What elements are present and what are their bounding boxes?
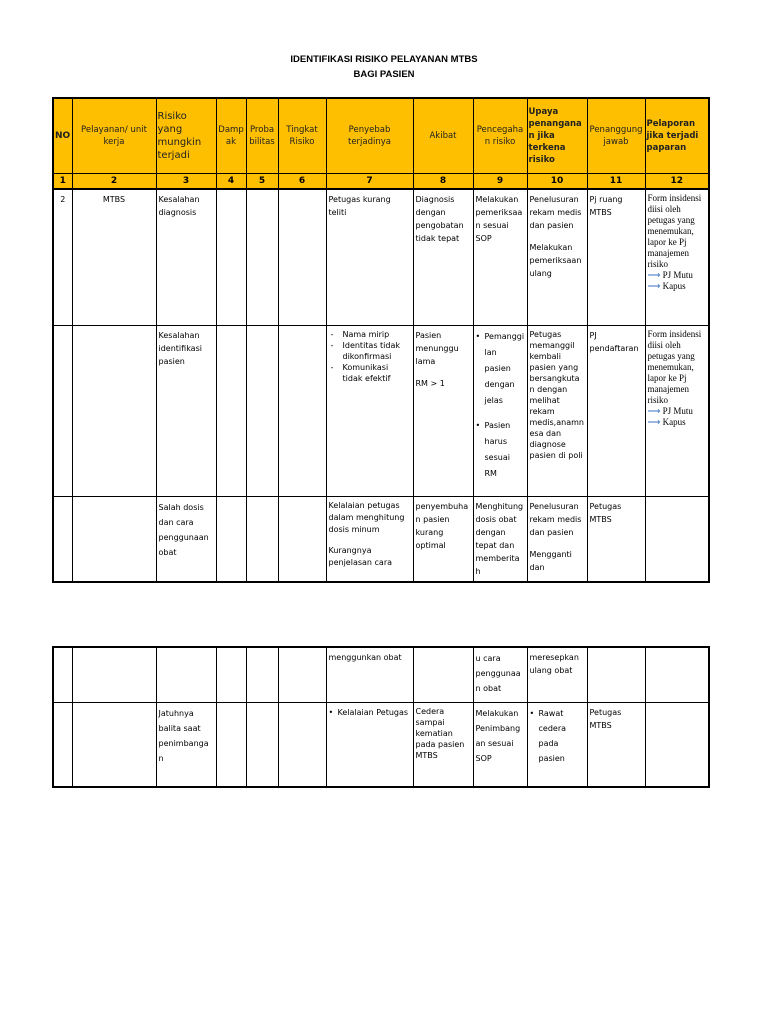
- header-akibat: Akibat: [413, 98, 473, 174]
- cell-tingkat: [278, 702, 326, 787]
- cell-tingkat: [278, 189, 326, 325]
- table-row: [53, 702, 709, 787]
- report-line: ⟶ Kapus: [647, 416, 686, 427]
- cell-risiko: [156, 647, 216, 702]
- col-num: 6: [278, 174, 326, 190]
- pelaporan-text: Form insidensi diisi oleh petugas yang menemukan, lapor ke Pj manajemen risiko: [647, 193, 702, 269]
- cell-penyebab: [326, 702, 413, 787]
- cell-penyebab: [326, 325, 413, 496]
- cell-dampak: [216, 496, 246, 582]
- col-num: 12: [645, 174, 709, 190]
- cell-probabilitas: [246, 325, 278, 496]
- cell-risiko: Kesalahan identifikasi pasien: [156, 325, 216, 496]
- header-dampak: Dampak: [216, 98, 246, 174]
- cell-unit: [72, 647, 156, 702]
- cell-dampak: [216, 647, 246, 702]
- cell-dampak: [216, 702, 246, 787]
- cell-no: [53, 702, 72, 787]
- cell-risiko: Kesalahan diagnosis: [156, 189, 216, 325]
- col-num: 10: [527, 174, 587, 190]
- akibat-item: RM > 1: [415, 378, 445, 388]
- cell-upaya: [527, 189, 587, 325]
- document-subtitle: BAGI PASIEN: [353, 69, 415, 80]
- header-pencegahan: Pencegahan risiko: [473, 98, 527, 174]
- table-row: [53, 496, 709, 582]
- cell-unit: [72, 702, 156, 787]
- header-tingkat-risiko: Tingkat Risiko: [278, 98, 326, 174]
- header-upaya: Upaya penanganan jika terkena risiko: [527, 98, 587, 174]
- akibat-item: Pasien menunggu lama: [415, 330, 459, 366]
- col-num: 8: [413, 174, 473, 190]
- cell-no: [53, 647, 72, 702]
- cell-tingkat: [278, 647, 326, 702]
- header-pelaporan: Pelaporan jika terjadi paparan: [645, 98, 709, 174]
- cell-pencegahan: [473, 325, 527, 496]
- col-num: 7: [326, 174, 413, 190]
- cell-risiko: Salah dosis dan cara penggunaan obat: [156, 496, 216, 582]
- arrow-right-icon: ⟶: [647, 281, 661, 291]
- cell-akibat: [413, 325, 473, 496]
- cell-probabilitas: [246, 647, 278, 702]
- arrow-right-icon: ⟶: [647, 416, 661, 427]
- pencegahan-item: • Pemanggilan pasien dengan jelas: [476, 329, 525, 409]
- cell-pelaporan: [645, 647, 709, 702]
- cell-pj: Petugas MTBS: [587, 496, 645, 582]
- penyebab-item: - Komunikasi tidak efektif: [329, 362, 411, 384]
- cell-pelaporan: [645, 189, 709, 325]
- header-penyebab: Penyebab terjadinya: [326, 98, 413, 174]
- column-number-row: [53, 174, 709, 190]
- cell-tingkat: [278, 496, 326, 582]
- arrow-right-icon: ⟶: [647, 405, 661, 416]
- cell-probabilitas: [246, 496, 278, 582]
- header-row: [53, 98, 709, 174]
- header-pelayanan: Pelayanan/ unit kerja: [72, 98, 156, 174]
- upaya-item: Penelusuran rekam medis dan pasien: [529, 195, 582, 230]
- col-num: 2: [72, 174, 156, 190]
- cell-unit: [72, 496, 156, 582]
- report-line: ⟶ PJ Mutu: [647, 405, 693, 416]
- penyebab-item: Kurangnya penjelasan cara: [328, 545, 393, 567]
- col-num: 5: [246, 174, 278, 190]
- cell-no: [53, 496, 72, 582]
- penyebab-item: - Identitas tidak dikonfirmasi: [329, 340, 411, 362]
- upaya-item: Melakukan pemeriksaan ulang: [529, 243, 582, 278]
- cell-akibat: [413, 647, 473, 702]
- cell-pelaporan: [645, 325, 709, 496]
- cell-unit: MTBS: [72, 189, 156, 325]
- cell-upaya: meresepkan ulang obat: [527, 647, 587, 702]
- upaya-item: • Rawat cedera pada pasien: [530, 706, 585, 766]
- col-num: 11: [587, 174, 645, 190]
- col-num: 3: [156, 174, 216, 190]
- penyebab-item: - Nama mirip: [329, 329, 411, 340]
- cell-upaya: [527, 702, 587, 787]
- cell-dampak: [216, 325, 246, 496]
- cell-penyebab: menggunkan obat: [326, 647, 413, 702]
- cell-akibat: Cedera sampai kematian pada pasien MTBS: [413, 702, 473, 787]
- risk-identification-table: [52, 97, 710, 583]
- arrow-right-icon: ⟶: [647, 270, 661, 280]
- cell-pelaporan: [645, 702, 709, 787]
- cell-akibat: penyembuhan pasien kurang optimal: [413, 496, 473, 582]
- header-probabilitas: Probabilitas: [246, 98, 278, 174]
- header-penanggung-jawab: Penanggung jawab: [587, 98, 645, 174]
- report-line: ⟶ Kapus: [647, 281, 686, 291]
- pelaporan-text: Form insidensi diisi oleh petugas yang menemukan, lapor ke Pj manajemen risiko: [647, 328, 702, 405]
- cell-pencegahan: Menghitung dosis obat dengan tepat dan memberitah: [473, 496, 527, 582]
- cell-unit: [72, 325, 156, 496]
- table-row: [53, 325, 709, 496]
- cell-pelaporan: [645, 496, 709, 582]
- cell-pencegahan: Melakukan pemeriksaan sesuai SOP: [473, 189, 527, 325]
- cell-penyebab: Petugas kurang teliti: [326, 189, 413, 325]
- col-num: 4: [216, 174, 246, 190]
- cell-penyebab: [326, 496, 413, 582]
- cell-pencegahan: u cara penggunaan obat: [473, 647, 527, 702]
- cell-probabilitas: [246, 702, 278, 787]
- table-row: [53, 189, 709, 325]
- upaya-item: Mengganti dan: [529, 549, 572, 572]
- cell-risiko: Jatuhnya balita saat penimbangan: [156, 702, 216, 787]
- report-line: ⟶ PJ Mutu: [647, 270, 693, 280]
- col-num: 1: [53, 174, 72, 190]
- cell-pencegahan: Melakukan Penimbangan sesuai SOP: [473, 702, 527, 787]
- cell-pj: PJ pendaftaran: [587, 325, 645, 496]
- upaya-item: Penelusuran rekam medis dan pasien: [529, 501, 582, 537]
- cell-akibat: Diagnosis dengan pengobatan tidak tepat: [413, 189, 473, 325]
- cell-pj: [587, 647, 645, 702]
- penyebab-item: • Kelalaian Petugas: [329, 706, 411, 719]
- risk-identification-table-continued: [52, 646, 710, 788]
- col-num: 9: [473, 174, 527, 190]
- table-row: [53, 647, 709, 702]
- document-title: IDENTIFIKASI RISIKO PELAYANAN MTBS: [290, 54, 478, 65]
- cell-upaya: [527, 496, 587, 582]
- cell-tingkat: [278, 325, 326, 496]
- cell-pj: Pj ruang MTBS: [587, 189, 645, 325]
- cell-no: [53, 325, 72, 496]
- cell-upaya: Petugas memanggil kembali pasien yang bersangkutan dengan melihat rekam medis,anamnesa dan diagnose pasien di poli: [527, 325, 587, 496]
- cell-dampak: [216, 189, 246, 325]
- header-no: NO: [53, 98, 72, 174]
- pencegahan-item: • Pasien harus sesuai RM: [476, 418, 525, 482]
- cell-pj: Petugas MTBS: [587, 702, 645, 787]
- cell-no: 2: [53, 189, 72, 325]
- cell-probabilitas: [246, 189, 278, 325]
- header-risiko: Risiko yang mungkin terjadi: [156, 98, 216, 174]
- penyebab-item: Kelalaian petugas dalam menghitung dosis minum: [328, 500, 405, 534]
